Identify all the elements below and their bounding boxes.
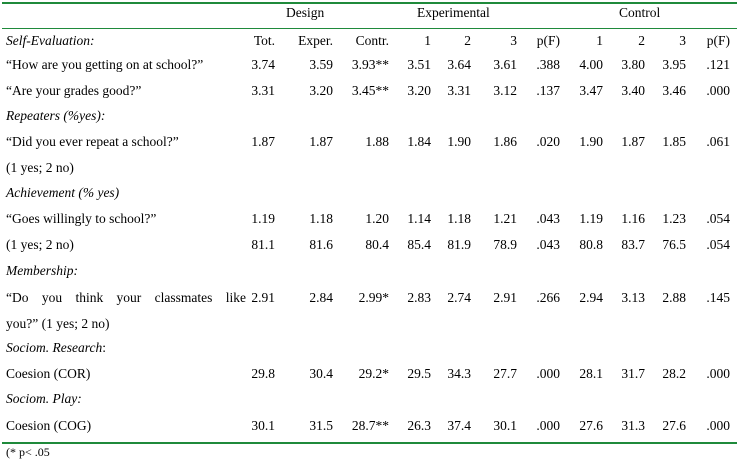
column-header: p(F) — [536, 33, 560, 48]
row-label-word: “Do — [6, 290, 29, 305]
table-cell: 3.31 — [251, 83, 275, 98]
table-cell: 28.1 — [579, 366, 603, 381]
section-label — [6, 340, 106, 356]
row-label-text: Achievement (% yes) — [6, 185, 120, 200]
table-cell: .054 — [706, 211, 730, 226]
table-cell: 2.88 — [662, 290, 686, 305]
group-header-control: Control — [619, 5, 661, 20]
row-label — [6, 290, 246, 306]
table-cell: 1.90 — [447, 134, 471, 149]
table-cell: 3.93** — [351, 57, 389, 72]
row-label-text: (1 yes; 2 no) — [6, 237, 74, 252]
row-label-text: (1 yes; 2 no) — [6, 160, 74, 175]
row-label-text: Self-Evaluation: — [6, 33, 95, 48]
table-cell: 31.5 — [309, 418, 333, 433]
table-cell: 29.8 — [251, 366, 275, 381]
row-label-text: you?” (1 yes; 2 no) — [6, 316, 110, 331]
table-cell: 3.20 — [407, 83, 431, 98]
row-label — [6, 211, 156, 227]
table-cell: 76.5 — [662, 237, 686, 252]
table-cell: 1.20 — [365, 211, 389, 226]
table-cell: 1.23 — [662, 211, 686, 226]
column-header: 2 — [638, 33, 645, 48]
table-cell: 1.16 — [621, 211, 645, 226]
table-cell: 1.86 — [493, 134, 517, 149]
table-cell: 1.90 — [579, 134, 603, 149]
row-label-word: your — [116, 290, 142, 305]
table-cell: 37.4 — [447, 418, 471, 433]
table-cell: 1.19 — [579, 211, 603, 226]
table-cell: 1.19 — [251, 211, 275, 226]
row-label — [6, 160, 74, 176]
table-cell: 31.7 — [621, 366, 645, 381]
table-cell: 1.21 — [493, 211, 517, 226]
row-label — [6, 83, 141, 99]
column-header: 3 — [679, 33, 686, 48]
row-label — [6, 237, 74, 253]
row-label — [6, 316, 109, 332]
table-cell: 29.5 — [407, 366, 431, 381]
table-cell: 1.18 — [447, 211, 471, 226]
table-cell: 28.2 — [662, 366, 686, 381]
row-label-text: “How are you getting on at school?” — [6, 57, 204, 72]
table-cell: 1.14 — [407, 211, 431, 226]
column-header: 2 — [464, 33, 471, 48]
row-label-text: Coesion (COR) — [6, 366, 91, 381]
bottom-rule — [2, 442, 737, 444]
section-label — [6, 33, 94, 49]
table-cell: 1.88 — [365, 134, 389, 149]
table-cell: 3.20 — [309, 83, 333, 98]
table-cell: 2.94 — [579, 290, 603, 305]
row-label-word: think — [75, 290, 104, 305]
top-rule — [2, 2, 737, 4]
table-cell: 26.3 — [407, 418, 431, 433]
table-cell: 2.91 — [251, 290, 275, 305]
table-cell: .043 — [536, 211, 560, 226]
table-cell: .121 — [706, 57, 730, 72]
footnote: (* p< .05 — [6, 445, 50, 459]
table-cell: 83.7 — [621, 237, 645, 252]
row-label — [6, 134, 179, 150]
row-label-text: Sociom. Play: — [6, 391, 82, 406]
row-label-text: Coesion (COG) — [6, 418, 92, 433]
row-label-word: you — [41, 290, 63, 305]
header-rule — [2, 28, 737, 29]
table-cell: 1.87 — [309, 134, 333, 149]
column-header: 1 — [596, 33, 603, 48]
table-cell: .054 — [706, 237, 730, 252]
table-cell: 34.3 — [447, 366, 471, 381]
row-label-word: like — [225, 290, 246, 305]
table-cell: 2.84 — [309, 290, 333, 305]
table-cell: 29.2* — [358, 366, 389, 381]
table-cell: .137 — [536, 83, 560, 98]
row-label-text: “Did you ever repeat a school?” — [6, 134, 179, 149]
table-cell: 28.7** — [351, 418, 389, 433]
column-header: Tot. — [253, 33, 275, 48]
row-label-text: Membership: — [6, 263, 78, 278]
table-cell: 3.47 — [579, 83, 603, 98]
table-cell: 30.4 — [309, 366, 333, 381]
section-label — [6, 185, 119, 201]
column-header: 3 — [510, 33, 517, 48]
table-cell: 2.91 — [493, 290, 517, 305]
table-cell: 31.3 — [621, 418, 645, 433]
column-header: Exper. — [298, 33, 333, 48]
table-cell: .145 — [706, 290, 730, 305]
table-cell: 3.64 — [447, 57, 471, 72]
table-cell: 81.1 — [251, 237, 275, 252]
section-label — [6, 108, 105, 124]
table-cell: 3.46 — [662, 83, 686, 98]
table-cell: 3.61 — [493, 57, 517, 72]
table-cell: 2.83 — [407, 290, 431, 305]
table-cell: .000 — [706, 366, 730, 381]
table-cell: 27.6 — [579, 418, 603, 433]
table-cell: 1.87 — [621, 134, 645, 149]
table-cell: .000 — [536, 418, 560, 433]
row-label-text: Repeaters (%yes): — [6, 108, 106, 123]
row-label-text: Sociom. Research — [6, 340, 103, 355]
table-cell: .000 — [536, 366, 560, 381]
table-cell: 80.4 — [365, 237, 389, 252]
table-cell: 30.1 — [251, 418, 275, 433]
table-cell: 1.85 — [662, 134, 686, 149]
table-cell: 2.74 — [447, 290, 471, 305]
row-label — [6, 57, 203, 73]
table-cell: 3.51 — [407, 57, 431, 72]
row-label-text: “Goes willingly to school?” — [6, 211, 157, 226]
table-cell: .043 — [536, 237, 560, 252]
row-label — [6, 418, 91, 434]
row-label-text: “Are your grades good?” — [6, 83, 142, 98]
table-cell: .000 — [706, 418, 730, 433]
column-header: 1 — [424, 33, 431, 48]
table-cell: .061 — [706, 134, 730, 149]
section-label — [6, 263, 78, 279]
table-cell: .000 — [706, 83, 730, 98]
table-cell: 4.00 — [579, 57, 603, 72]
table-cell: .020 — [536, 134, 560, 149]
table-cell: 3.59 — [309, 57, 333, 72]
table-cell: 3.74 — [251, 57, 275, 72]
table-cell: 3.40 — [621, 83, 645, 98]
column-header: p(F) — [706, 33, 730, 48]
table-cell: 81.9 — [447, 237, 471, 252]
table-cell: 3.31 — [447, 83, 471, 98]
table-cell: 1.84 — [407, 134, 431, 149]
section-label — [6, 391, 82, 407]
group-header-experimental: Experimental — [417, 5, 490, 20]
group-header-design: Design — [286, 5, 325, 20]
table-cell: 3.13 — [621, 290, 645, 305]
table-cell: 80.8 — [579, 237, 603, 252]
table-cell: .388 — [536, 57, 560, 72]
row-label — [6, 366, 90, 382]
table-cell: 1.18 — [309, 211, 333, 226]
table-cell: 1.87 — [251, 134, 275, 149]
table-cell: 30.1 — [493, 418, 517, 433]
table-cell: 85.4 — [407, 237, 431, 252]
column-header: Contr. — [355, 33, 389, 48]
table-cell: 3.12 — [493, 83, 517, 98]
table-cell: 81.6 — [309, 237, 333, 252]
table-cell: 27.7 — [493, 366, 517, 381]
row-label-word: classmates — [154, 290, 213, 305]
table-cell: 78.9 — [493, 237, 517, 252]
table-cell: 3.80 — [621, 57, 645, 72]
table-cell: 2.99* — [358, 290, 389, 305]
table-cell: 3.95 — [662, 57, 686, 72]
table-cell: 3.45** — [351, 83, 389, 98]
table-cell: 27.6 — [662, 418, 686, 433]
row-label-suffix: : — [102, 340, 106, 355]
table-cell: .266 — [536, 290, 560, 305]
